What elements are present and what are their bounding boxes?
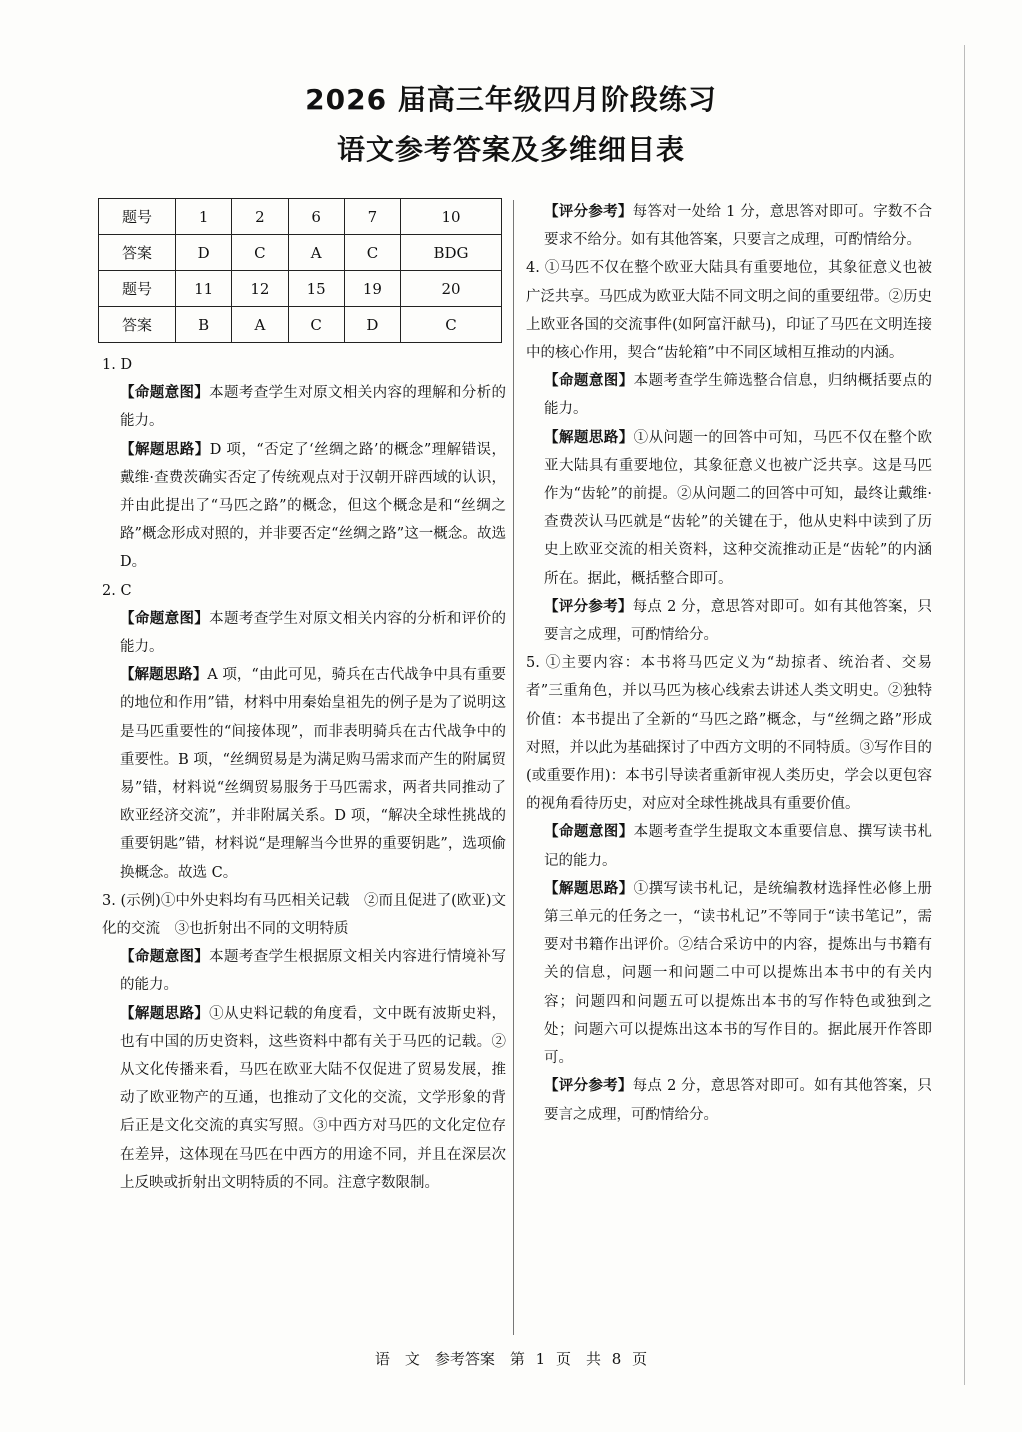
table-cell: 答案 <box>99 235 176 271</box>
section-tag: 【解题思路】 <box>120 441 210 458</box>
section-tag: 【评分参考】 <box>544 204 633 220</box>
table-cell: C <box>288 307 344 343</box>
intent-paragraph <box>98 379 506 435</box>
table-cell: 题号 <box>99 271 176 307</box>
right-column <box>522 198 932 1129</box>
table-row <box>99 199 502 235</box>
intent-paragraph <box>98 943 506 999</box>
table-cell: C <box>401 307 502 343</box>
paragraph-text: 本题考查学生根据原文相关内容进行情境补写的能力。 <box>120 949 507 994</box>
question-3-answer: 3. (示例)①中外史料均有马匹相关记载 ②而且促进了(欧亚)文化的交流 ③也折射出不同的文明特质 <box>102 892 506 938</box>
answer-table <box>98 198 502 343</box>
table-cell: 11 <box>176 271 232 307</box>
table-cell: D <box>344 307 400 343</box>
table-cell: 题号 <box>99 199 176 235</box>
table-cell: 1 <box>176 199 232 235</box>
section-tag: 【评分参考】 <box>544 598 633 615</box>
table-cell: D <box>176 235 232 271</box>
table-row <box>99 271 502 307</box>
table-cell: BDG <box>401 235 502 271</box>
paragraph-text: 每点 2 分，意思答对即可。如有其他答案，只要言之成理，可酌情给分。 <box>544 1078 933 1123</box>
page-subtitle: 语文参考答案及多维细目表 <box>336 133 685 166</box>
table-cell: 10 <box>401 199 502 235</box>
solution-paragraph <box>522 875 932 1072</box>
section-tag: 【评分参考】 <box>544 1078 633 1095</box>
page-edge-rule <box>964 45 965 1385</box>
section-tag: 【解题思路】 <box>544 880 634 897</box>
paragraph-text: 本题考查学生对原文相关内容的理解和分析的能力。 <box>120 385 507 430</box>
section-tag: 【命题意图】 <box>544 824 634 841</box>
paragraph-text: 本题考查学生对原文相关内容的分析和评价的能力。 <box>120 610 507 656</box>
question-1-answer: 1. D <box>102 357 133 373</box>
solution-paragraph <box>98 436 506 577</box>
paragraph-text: A 项，“由此可见，骑兵在古代战争中具有重要的地位和作用”错，材料中用秦始皇祖先的例子是为了说明这是马匹重要性的“间接体现”，而非表明骑兵在古代战争中的重要性。B 项，“丝绸贸易是为满足购马需求而产生的附属贸易”错，材料说“丝绸贸易服务于马匹需求，两者共同推动了欧亚经济交流”，并非附属关系。D 项，“解决全球性挑战的重要钥匙”错，材料说“是理解当今世界的重要钥匙”，选项偷换概念。故选 C。 <box>120 667 506 881</box>
paragraph-text: D 项，“否定了‘丝绸之路’的概念”理解错误，戴维·查费茨确实否定了传统观点对于汉朝开辟西域的认识，并由此提出了“马匹之路”的概念，但这个概念是和“丝绸之路”概念形成对照的，并非要否定“丝绸之路”这一概念。故选 D。 <box>120 441 506 571</box>
section-tag: 【命题意图】 <box>120 610 210 627</box>
section-tag: 【命题意图】 <box>544 373 634 390</box>
intent-paragraph <box>98 605 506 661</box>
solution-paragraph <box>98 1000 506 1197</box>
table-cell: 12 <box>232 271 288 307</box>
scoring-paragraph <box>522 198 932 254</box>
table-cell: A <box>288 235 344 271</box>
table-row <box>99 235 502 271</box>
section-tag: 【命题意图】 <box>120 949 210 966</box>
page-title: 2026 届高三年级四月阶段练习 <box>305 83 717 116</box>
intent-paragraph <box>522 818 932 874</box>
paragraph-text: 本题考查学生提取文本重要信息、撰写读书札记的能力。 <box>544 824 932 869</box>
table-cell: 2 <box>232 199 288 235</box>
scoring-paragraph <box>522 1072 932 1128</box>
section-tag: 【解题思路】 <box>544 429 634 446</box>
section-tag: 【命题意图】 <box>120 385 210 402</box>
paragraph-text: 每点 2 分，意思答对即可。如有其他答案，只要言之成理，可酌情给分。 <box>544 598 933 644</box>
section-tag: 【解题思路】 <box>120 667 208 684</box>
table-cell: C <box>344 235 400 271</box>
question-4-answer: 4. ①马匹不仅在整个欧亚大陆具有重要地位，其象征意义也被广泛共享。马匹成为欧亚大陆不同文明之间的重要纽带。②历史上欧亚各国的交流事件(如阿富汗献马)，印证了马匹在文明连接中的核心作用，契合“齿轮箱”中不同区域相互推动的内涵。 <box>526 260 932 362</box>
table-cell: C <box>232 235 288 271</box>
intent-paragraph <box>522 367 932 423</box>
paragraph-text: ①从史料记载的角度看，文中既有波斯史料，也有中国的历史资料，这些资料中都有关于马匹的记载。②从文化传播来看，马匹在欧亚大陆不仅促进了贸易发展，推动了欧亚物产的互通，也推动了文化的交流，文学形象的背后正是文化交流的真实写照。③中西方对马匹的文化定位存在差异，这体现在马匹在中西方的用途不同，并且在深层次上反映或折射出文明特质的不同。注意字数限制。 <box>120 1005 507 1191</box>
paragraph-text: ①撰写读书札记，是统编教材选择性必修上册第三单元的任务之一，“读书札记”不等同于“读书笔记”，需要对书籍作出评价。②结合采访中的内容，提炼出与书籍有关的信息，问题一和问题二中可以提炼出本书中的有关内容；问题四和问题五可以提炼出本书的写作特色或独到之处；问题六可以提炼出这本书的写作目的。据此展开作答即可。 <box>544 880 932 1067</box>
solution-paragraph <box>98 661 506 887</box>
paragraph-text: ①从问题一的回答中可知，马匹不仅在整个欧亚大陆具有重要地位，其象征意义也被广泛共享。这是马匹作为“齿轮”的前提。②从问题二的回答中可知，最终让戴维·查费茨认马匹就是“齿轮”的关键在于，他从史料中读到了历史上欧亚交流的相关资料，这种交流推动正是“齿轮”的内涵所在。据此，概括整合即可。 <box>544 429 932 587</box>
table-cell: A <box>232 307 288 343</box>
scoring-paragraph <box>522 593 932 649</box>
paragraph-text: 本题考查学生筛选整合信息，归纳概括要点的能力。 <box>544 373 932 418</box>
left-column <box>98 198 506 1197</box>
page-footer: 语 文 参考答案 第 1 页 共 8 页 <box>374 1350 648 1368</box>
solution-paragraph <box>522 424 932 593</box>
table-cell: 19 <box>344 271 400 307</box>
table-cell: 6 <box>288 199 344 235</box>
table-row <box>99 307 502 343</box>
question-2-answer: 2. C <box>102 582 132 599</box>
table-cell: 7 <box>344 199 400 235</box>
table-cell: B <box>176 307 232 343</box>
paragraph-text: 每答对一处给 1 分，意思答对即可。字数不合要求不给分。如有其他答案，只要言之成理，可酌情给分。 <box>544 204 933 249</box>
question-5-answer: 5. ①主要内容：本书将马匹定义为“劫掠者、统治者、交易者”三重角色，并以马匹为核心线索去讲述人类文明史。②独特价值：本书提出了全新的“马匹之路”概念，与“丝绸之路”形成对照，并以此为基础探讨了中西方文明的不同特质。③写作目的(或重要作用)：本书引导读者重新审视人类历史，学会以更包容的视角看待历史，对应对全球性挑战具有重要价值。 <box>526 655 932 813</box>
table-cell: 20 <box>401 271 502 307</box>
table-cell: 答案 <box>99 307 176 343</box>
column-divider <box>513 200 514 1335</box>
table-cell: 15 <box>288 271 344 307</box>
section-tag: 【解题思路】 <box>120 1005 210 1022</box>
